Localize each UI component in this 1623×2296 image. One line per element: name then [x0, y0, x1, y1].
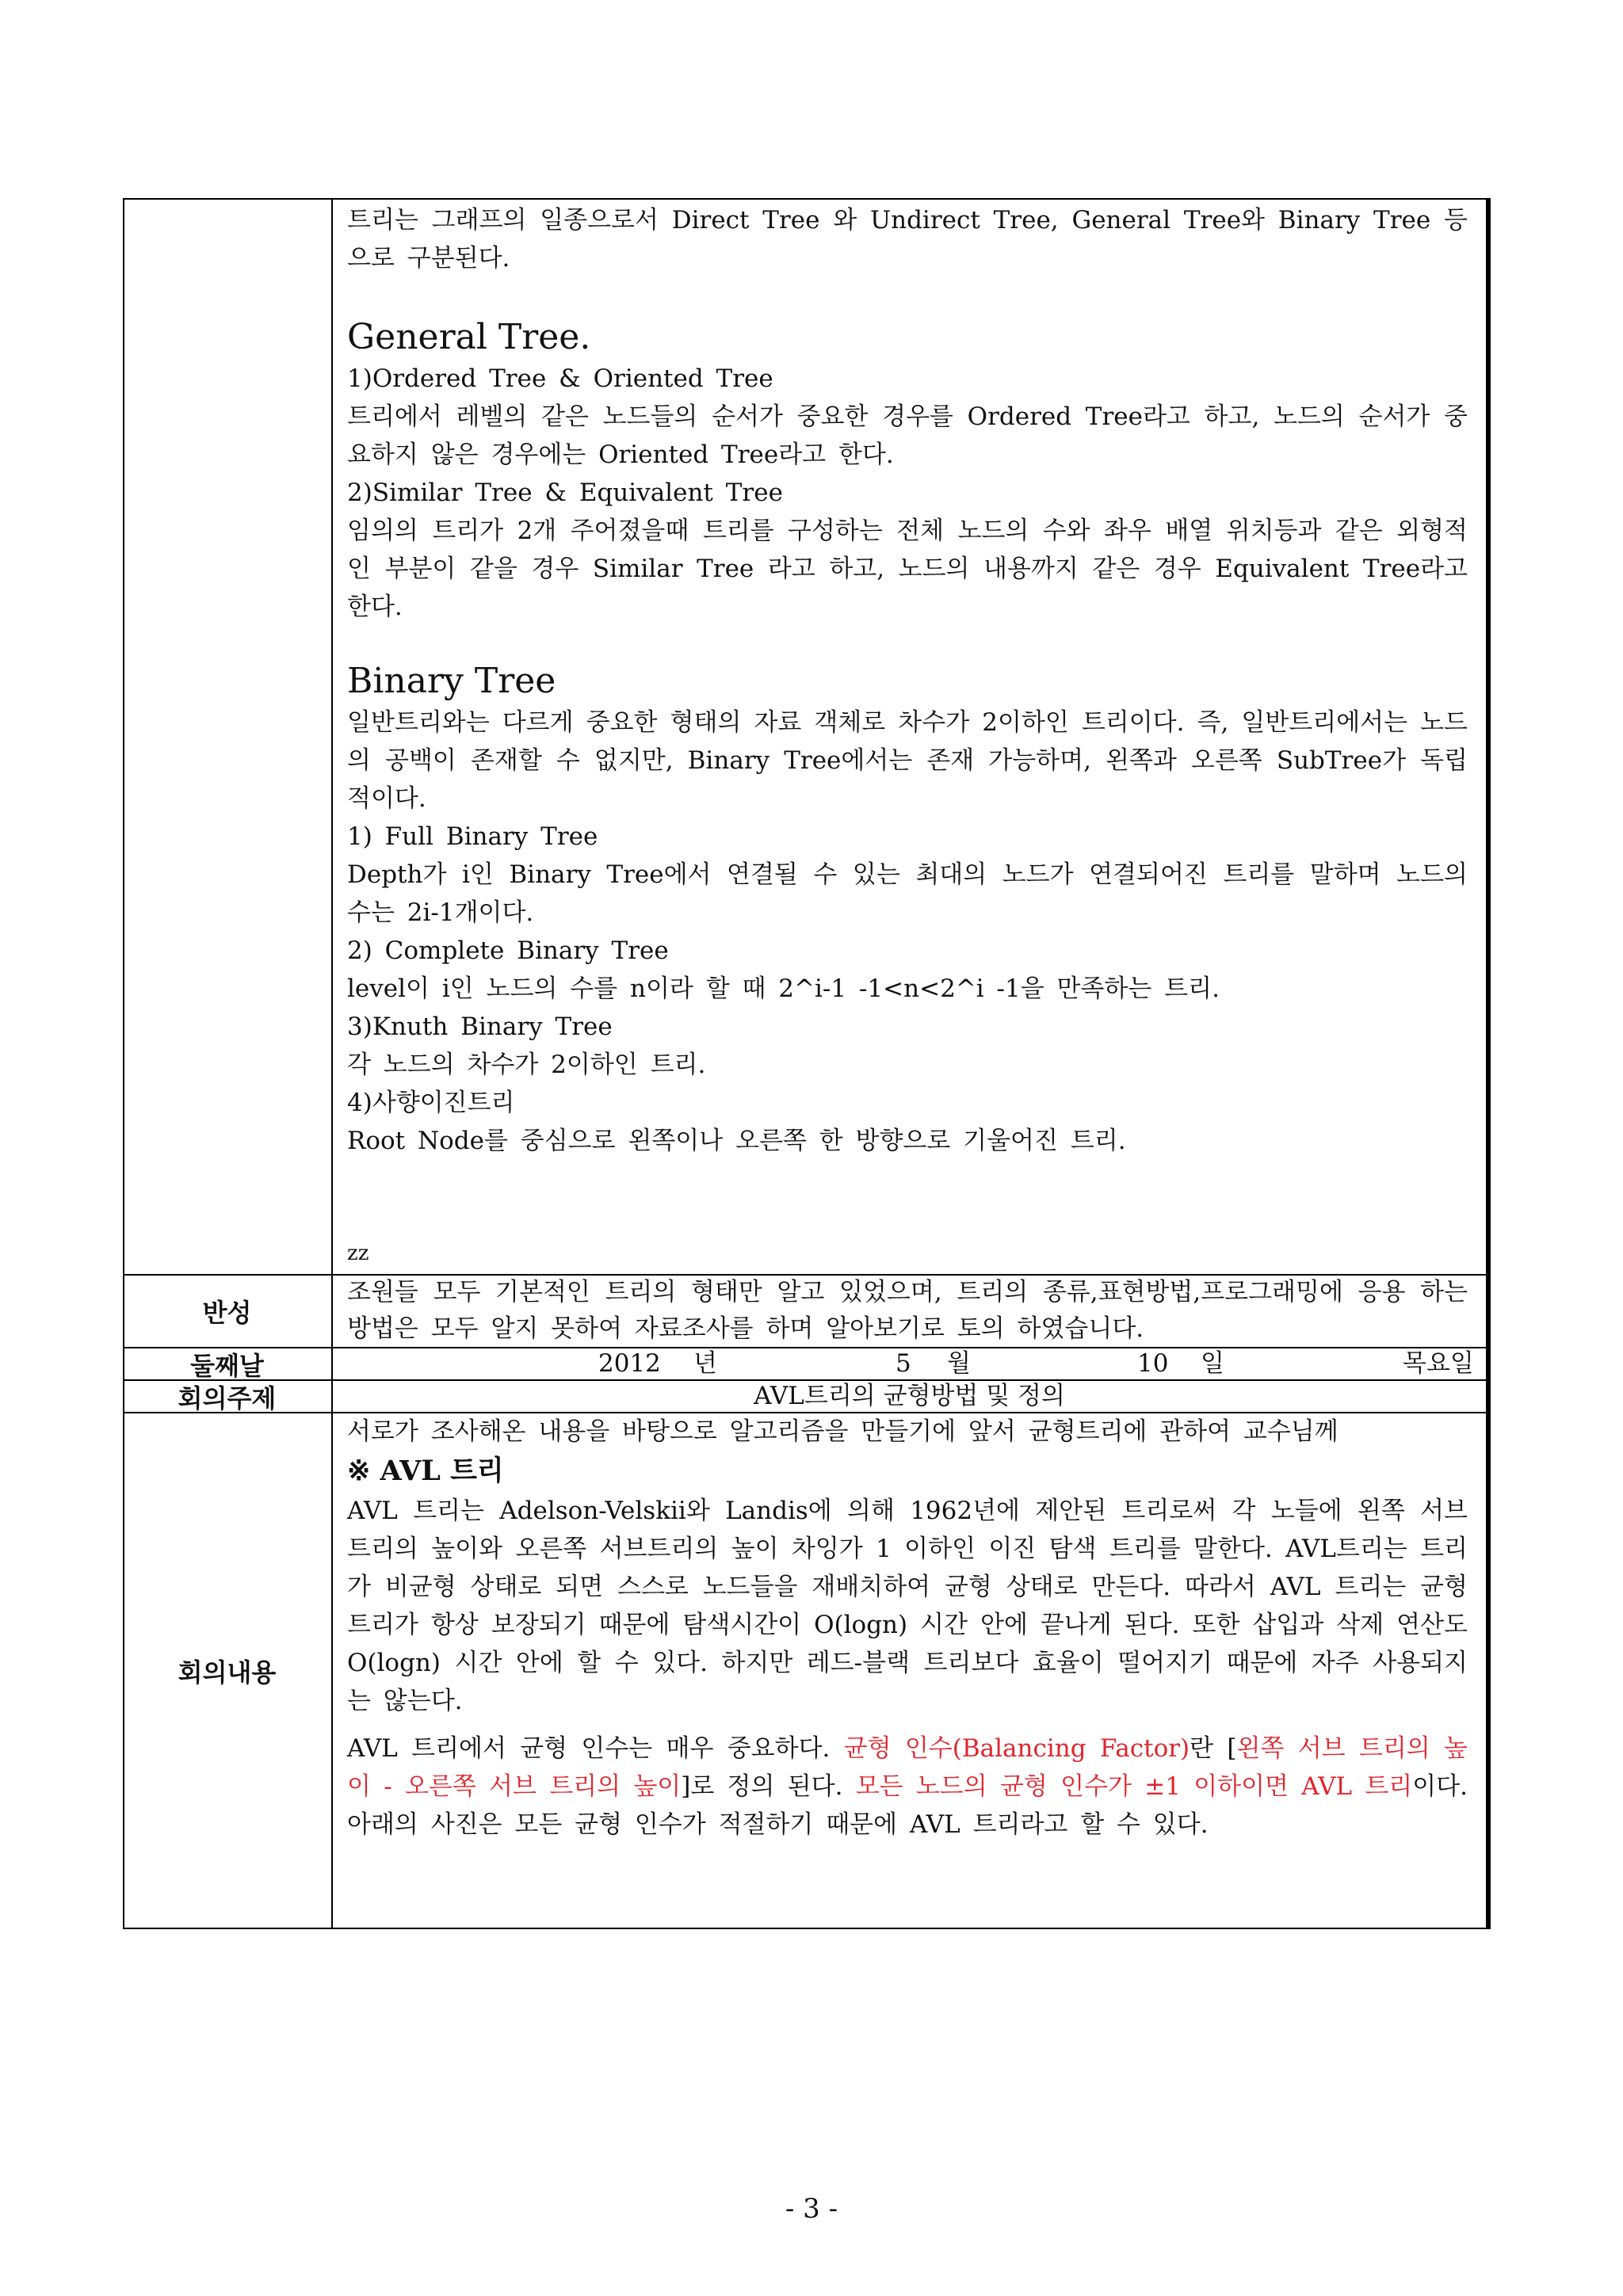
full-binary-body: Depth가 i인 Binary Tree에서 연결될 수 있는 최대의 노드가 연결되어진 트리를 말하며 노드의 수는 2i-1개이다. [347, 860, 1468, 927]
balancing-factor-term: 균형 인수(Balancing Factor) [843, 1734, 1190, 1763]
date-year-unit: 년 [693, 1349, 717, 1378]
reflection-text-cell [347, 1274, 1468, 1347]
meeting-table [123, 198, 1487, 1929]
meeting-topic-label: 회의주제 [178, 1383, 277, 1413]
meeting-topic-text: AVL트리의 균형방법 및 정의 [754, 1382, 1065, 1410]
meeting-intro: 서로가 조사해온 내용을 바탕으로 알고리즘을 만들기에 앞서 균형트리에 관하여 교수님께 [347, 1417, 1338, 1446]
date-year: 2012 [598, 1349, 661, 1378]
binary-tree-intro: 일반트리와는 다르게 중요한 형태의 자료 객체로 차수가 2이하인 트리이다. 즉, 일반트리에서는 노드의 공백이 존재할 수 없지만, Binary Tree에서는 존재 가능하며, 왼쪽과 오른쪽 SubTree가 독립적이다. [347, 708, 1468, 813]
table-right-border [1486, 198, 1491, 1929]
meeting-content-label: 회의내용 [178, 1657, 277, 1688]
date-month-unit: 월 [947, 1349, 971, 1378]
balancing-factor-formula: 왼쪽 서브 트리의 높이 - 오른쪽 서브 트리의 높이 [347, 1734, 1468, 1801]
knuth-binary-title: 3)Knuth Binary Tree [347, 1013, 613, 1041]
binary-tree-heading: Binary Tree [347, 661, 556, 701]
avl-condition: 모든 노드의 균형 인수가 ±1 이하이면 AVL 트리 [855, 1772, 1413, 1801]
tree-types-section [347, 201, 1468, 1160]
avl-description: AVL 트리는 Adelson-Velskii와 Landis에 의해 1962년에 제안된 트리로써 각 노들에 왼쪽 서브 트리의 높이와 오른쪽 서브트리의 높이 차잉가 1 이하인 이진 탐색 트리를 말한다. AVL트리는 트리가 비균형 상태로 되면 스스로 노드들을 재배치하여 균형 상태로 만든다. 따라서 AVL 트리는 균형 트리가 항상 보장되기 때문에 탐색시간이 O(logn) 시간 안에 끝나게 된다. 또한 삽입과 삭제 연산도 O(logn) 시간 안에 할 수 있다. 하지만 레드-블랙 트리보다 효율이 떨어지기 때문에 자주 사용되지는 않는다. [347, 1497, 1468, 1715]
date-weekday: 목요일 [1403, 1349, 1474, 1378]
similar-tree-title: 2)Similar Tree & Equivalent Tree [347, 479, 783, 507]
general-tree-heading: General Tree. [347, 317, 591, 357]
date-day-unit: 일 [1201, 1349, 1224, 1378]
date-month: 5 [896, 1349, 911, 1378]
full-binary-title: 1) Full Binary Tree [347, 822, 598, 851]
similar-tree-body: 임의의 트리가 2개 주어졌을때 트리를 구성하는 전체 노드의 수와 좌우 배열 위치등과 같은 외형적인 부분이 같을 경우 Similar Tree 라고 하고, 노드의 내용까지 같은 경우 Equivalent Tree라고 한다. [347, 517, 1468, 621]
complete-binary-body: level이 i인 노드의 수를 n이라 할 때 2^i-1 -1<n<2^i -1을 만족하는 트리. [347, 974, 1220, 1003]
date-day: 10 [1137, 1349, 1169, 1378]
balance-factor-paragraph: AVL 트리에서 균형 인수는 매우 중요하다. 균형 인수(Balancing Factor)란 [왼쪽 서브 트리의 높이 - 오른쪽 서브 트리의 높이]로 정의 된다. 모든 노드의 균형 인수가 ±1 이하이면 AVL 트리이다. 아래의 사진은 모든 균형 인수가 적절하기 때문에 AVL 트리라고 할 수 있다. [347, 1734, 1468, 1839]
tree-intro: 트리는 그래프의 일종으로서 Direct Tree 와 Undirect Tree, General Tree와 Binary Tree 등으로 구분된다. [347, 206, 1468, 273]
ordered-tree-body: 트리에서 레벨의 같은 노드들의 순서가 중요한 경우를 Ordered Tree라고 하고, 노드의 순서가 중요하지 않은 경우에는 Oriented Tree라고 한다. [347, 402, 1468, 469]
label-column-divider [331, 198, 333, 1929]
reflection-label: 반성 [202, 1298, 252, 1328]
meeting-content-cell [347, 1413, 1468, 1844]
ordered-tree-title: 1)Ordered Tree & Oriented Tree [347, 364, 773, 393]
second-day-label: 둘째날 [190, 1350, 264, 1381]
trailing-note: zz [347, 1241, 369, 1265]
knuth-binary-body: 각 노드의 차수가 2이하인 트리. [347, 1051, 706, 1079]
avl-heading: ※ AVL 트리 [347, 1455, 504, 1487]
reflection-text: 조원들 모두 기본적인 트리의 형태만 알고 있었으며, 트리의 종류,표현방법,프로그래밍에 응용 하는 방법은 모두 알지 못하여 자료조사를 하며 알아보기로 토의 하였습니다. [347, 1278, 1468, 1343]
skewed-tree-title: 4)사향이진트리 [347, 1089, 515, 1117]
meeting-topic-cell [333, 1380, 1486, 1412]
complete-binary-title: 2) Complete Binary Tree [347, 936, 669, 965]
table-bottom-border [123, 1928, 1487, 1929]
page-number: - 3 - [785, 2193, 838, 2225]
table-top-border [123, 198, 1487, 200]
skewed-tree-body: Root Node를 중심으로 왼쪽이나 오른쪽 한 방향으로 기울어진 트리. [347, 1127, 1126, 1155]
